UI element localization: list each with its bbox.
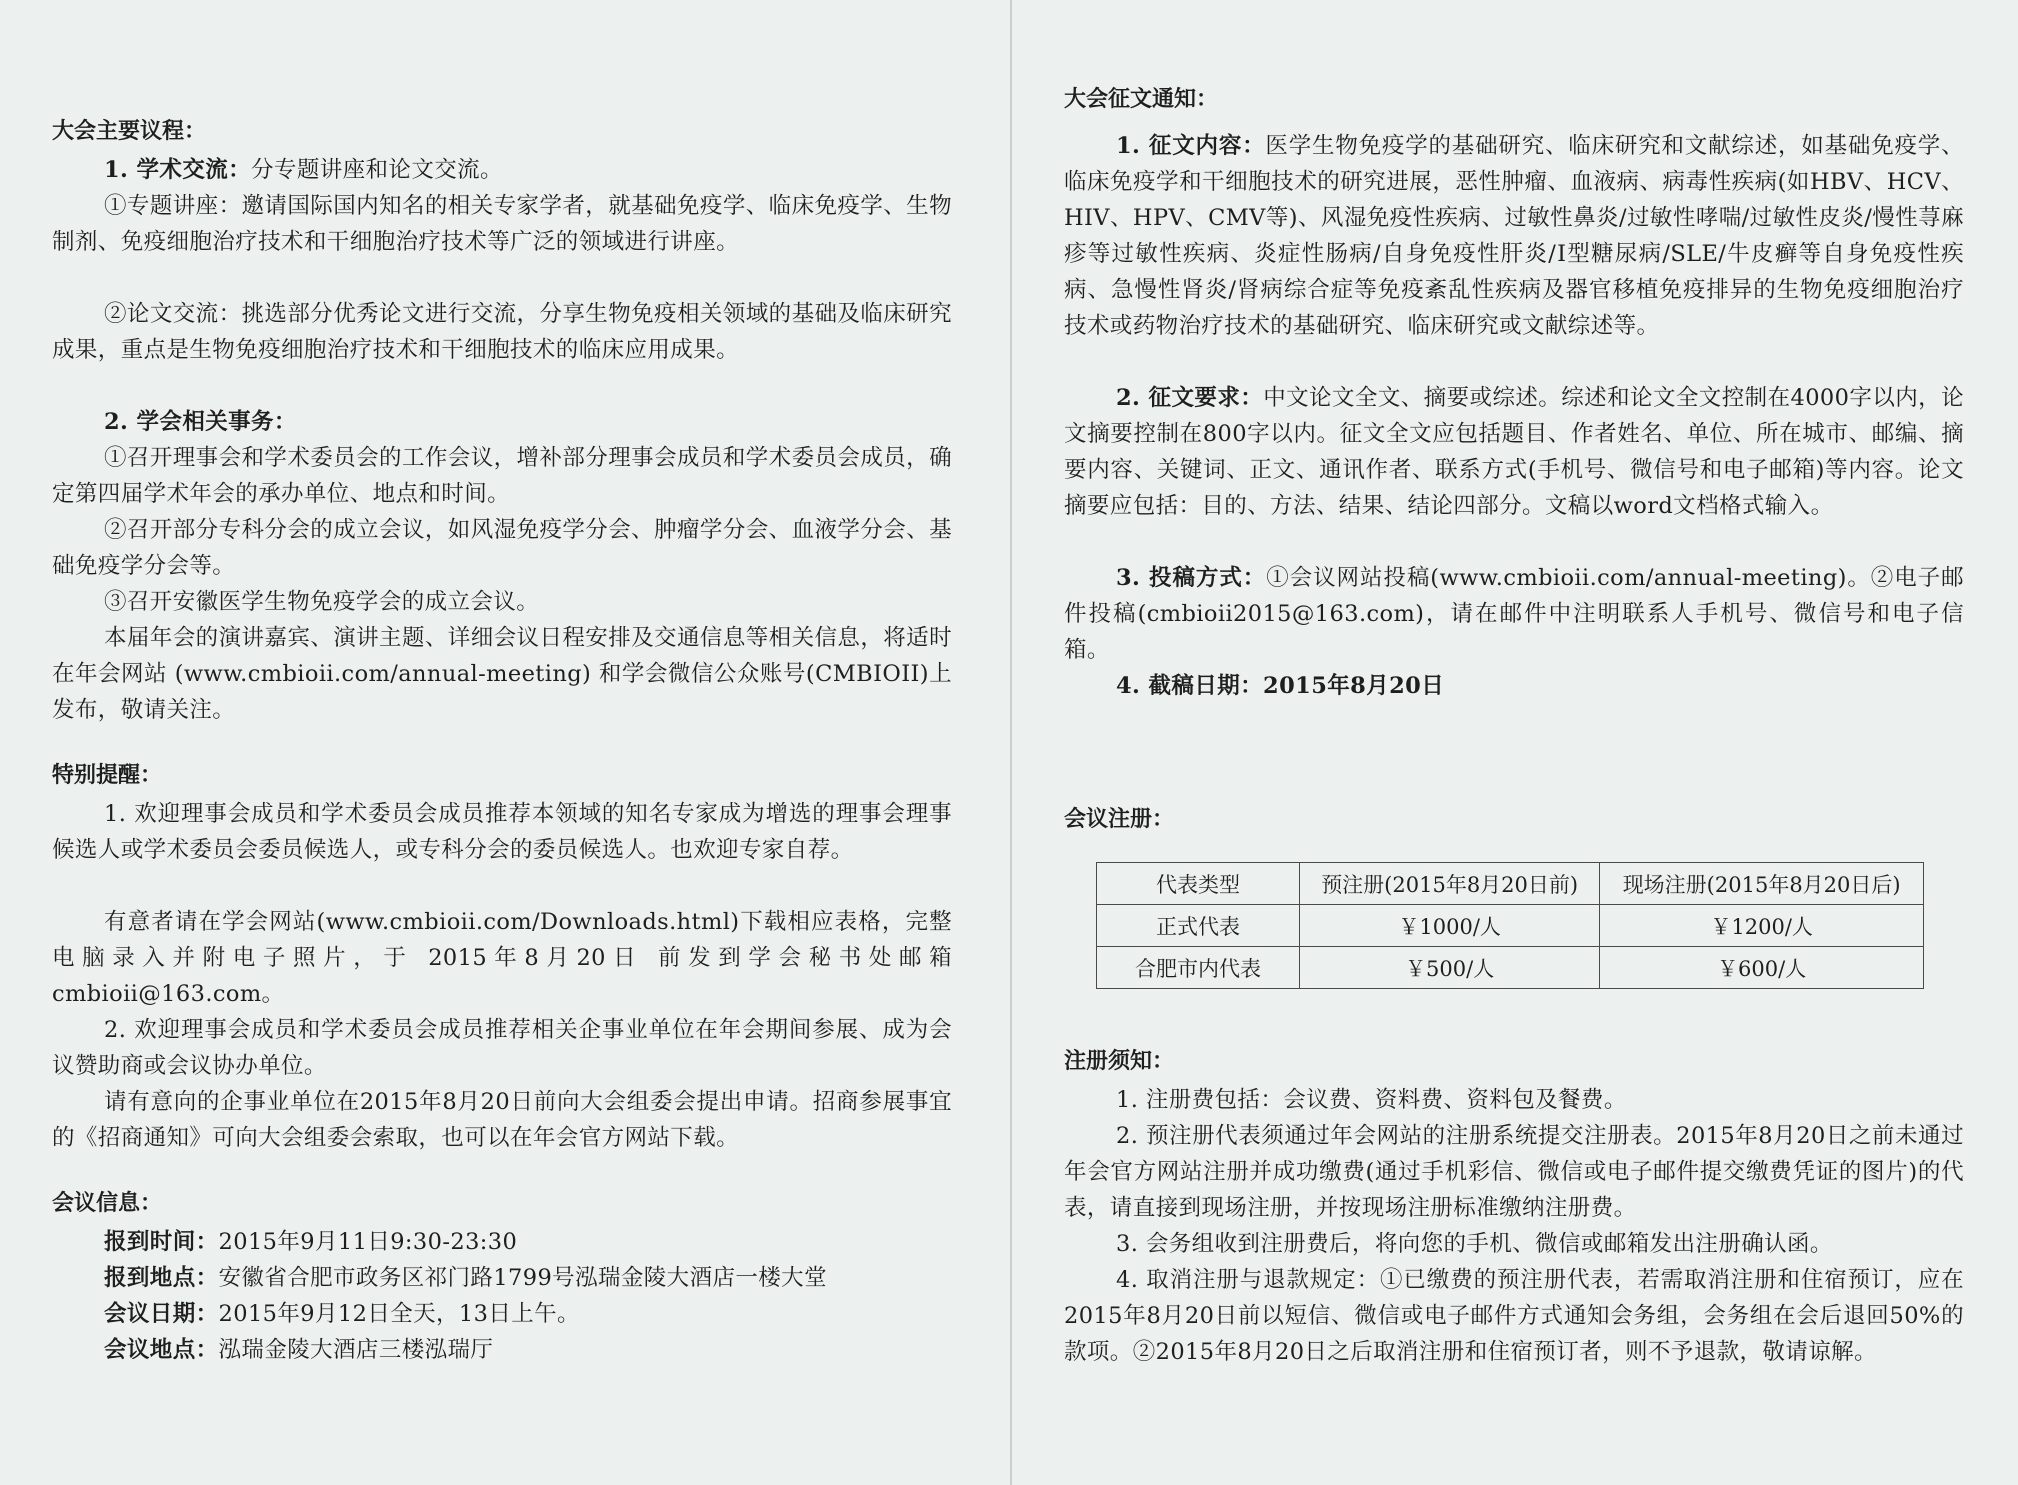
- reminder-para-1: 1. 欢迎理事会成员和学术委员会成员推荐本领域的知名专家成为增选的理事会理事候选人或学术委员会委员候选人，或专科分会的委员候选人。也欢迎专家自荐。: [52, 801, 952, 863]
- table-header-cell: 现场注册(2015年8月20日后): [1600, 863, 1924, 905]
- agenda-website-para: 本届年会的演讲嘉宾、演讲主题、详细会议日程安排及交通信息等相关信息，将适时在年会网站 (www.cmbioii.com/annual-meeting) 和学会微信公众账号(CMBIOII)上发布，敬请关注。: [52, 625, 952, 723]
- registration-fee-table: [1096, 862, 1924, 989]
- notes-para-4: 4. 取消注册与退款规定：①已缴费的预注册代表，若需取消注册和住宿预订，应在2015年8月20日前以短信、微信或电子邮件方式通知会务组，会务组在会后退回50%的款项。②2015年8月20日之后取消注册和住宿预订者，则不予退款，敬请谅解。: [1064, 1267, 1964, 1365]
- table-header-row: [1097, 863, 1924, 905]
- call-deadline-para: 4. 截稿日期：2015年8月20日: [1116, 673, 1445, 699]
- agenda-branch-para: ②召开部分专科分会的成立会议，如风湿免疫学分会、肿瘤学分会、血液学分会、基础免疫学分会等。: [52, 517, 952, 579]
- table-cell: ￥600/人: [1600, 947, 1924, 989]
- call-requirements-para: 2. 征文要求：中文论文全文、摘要或综述。综述和论文全文控制在4000字以内，论文摘要控制在800字以内。征文全文应包括题目、作者姓名、单位、所在城市、邮编、摘要内容、关键词、正文、通讯作者、联系方式(手机号、微信号和电子邮箱)等内容。论文摘要应包括：目的、方法、结果、结论四部分。文稿以word文档格式输入。: [1064, 385, 1964, 519]
- table-header-cell: 预注册(2015年8月20日前): [1300, 863, 1600, 905]
- table-cell: ￥1000/人: [1300, 905, 1600, 947]
- table-cell: 合肥市内代表: [1097, 947, 1300, 989]
- info-meeting-place: 会议地点：泓瑞金陵大酒店三楼泓瑞厅: [104, 1337, 494, 1363]
- table-cell: 正式代表: [1097, 905, 1300, 947]
- page-fold-divider: [1010, 0, 1012, 1485]
- info-title: 会议信息：: [52, 1191, 163, 1216]
- notes-para-2: 2. 预注册代表须通过年会网站的注册系统提交注册表。2015年8月20日之前未通过年会官方网站注册并成功缴费(通过手机彩信、微信或电子邮件提交缴费凭证的图片)的代表，请直接到现场注册，并按现场注册标准缴纳注册费。: [1064, 1123, 1964, 1221]
- agenda-item-academic: 1. 学术交流：分专题讲座和论文交流。: [104, 157, 503, 183]
- agenda-title: 大会主要议程：: [52, 119, 207, 144]
- agenda-anhui-para: ③召开安徽医学生物免疫学会的成立会议。: [104, 589, 540, 615]
- call-content-para: 1. 征文内容：医学生物免疫学的基础研究、临床研究和文献综述，如基础免疫学、临床免疫学和干细胞技术的研究进展，恶性肿瘤、血液病、病毒性疾病(如HBV、HCV、HIV、HPV、CMV等)、风湿免疫性疾病、过敏性鼻炎/过敏性哮喘/过敏性皮炎/慢性荨麻疹等过敏性疾病、炎症性肠病/自身免疫性肝炎/Ⅰ型糖尿病/SLE/牛皮癣等自身免疫性疾病、急慢性肾炎/肾病综合症等免疫紊乱性疾病及器官移植免疫排异的生物免疫细胞治疗技术或药物治疗技术的基础研究、临床研究或文献综述等。: [1064, 133, 1964, 339]
- agenda-item-academic-label: 1. 学术交流：: [104, 157, 252, 183]
- info-meeting-date: 会议日期：2015年9月12日全天，13日上午。: [104, 1301, 580, 1327]
- agenda-council-para: ①召开理事会和学术委员会的工作会议，增补部分理事会成员和学术委员会成员，确定第四届学术年会的承办单位、地点和时间。: [52, 445, 952, 507]
- table-row: [1097, 905, 1924, 947]
- table-row: [1097, 947, 1924, 989]
- reminder-title: 特别提醒：: [52, 763, 163, 788]
- reminder-para-4: 请有意向的企事业单位在2015年8月20日前向大会组委会提出申请。招商参展事宜的《招商通知》可向大会组委会索取，也可以在年会官方网站下载。: [52, 1089, 952, 1151]
- registration-title: 会议注册：: [1064, 807, 1175, 832]
- reminder-para-3: 2. 欢迎理事会成员和学术委员会成员推荐相关企事业单位在年会期间参展、成为会议赞助商或会议协办单位。: [52, 1017, 952, 1079]
- agenda-item-affairs: [52, 404, 952, 440]
- info-checkin-place: 报到地点：安徽省合肥市政务区祁门路1799号泓瑞金陵大酒店一楼大堂: [104, 1265, 827, 1291]
- reminder-para-2: 有意者请在学会网站(www.cmbioii.com/Downloads.html)下载相应表格，完整电脑录入并附电子照片，于 2015年8月20日 前发到学会秘书处邮箱 cmbioii@163.com。: [52, 909, 952, 1007]
- registration-notes-title: 注册须知：: [1064, 1049, 1175, 1074]
- table-header-cell: 代表类型: [1097, 863, 1300, 905]
- table-cell: ￥1200/人: [1600, 905, 1924, 947]
- call-for-papers-title: 大会征文通知：: [1064, 87, 1219, 112]
- agenda-item-affairs-label: 2. 学会相关事务：: [104, 409, 297, 435]
- notes-para-1: 1. 注册费包括：会议费、资料费、资料包及餐费。: [1116, 1087, 1627, 1113]
- info-checkin-time: 报到时间：2015年9月11日9:30-23:30: [104, 1229, 518, 1255]
- table-cell: ￥500/人: [1300, 947, 1600, 989]
- agenda-paper-para: ②论文交流：挑选部分优秀论文进行交流，分享生物免疫相关领域的基础及临床研究成果，重点是生物免疫细胞治疗技术和干细胞技术的临床应用成果。: [52, 301, 952, 363]
- agenda-lecture-para: ①专题讲座：邀请国际国内知名的相关专家学者，就基础免疫学、临床免疫学、生物制剂、免疫细胞治疗技术和干细胞治疗技术等广泛的领域进行讲座。: [52, 193, 952, 255]
- call-submission-para: 3. 投稿方式：①会议网站投稿(www.cmbioii.com/annual-meeting)。②电子邮件投稿(cmbioii2015@163.com)，请在邮件中注明联系人手机号、微信号和电子信箱。: [1064, 565, 1964, 663]
- notes-para-3: 3. 会务组收到注册费后，将向您的手机、微信或邮箱发出注册确认函。: [1116, 1231, 1833, 1257]
